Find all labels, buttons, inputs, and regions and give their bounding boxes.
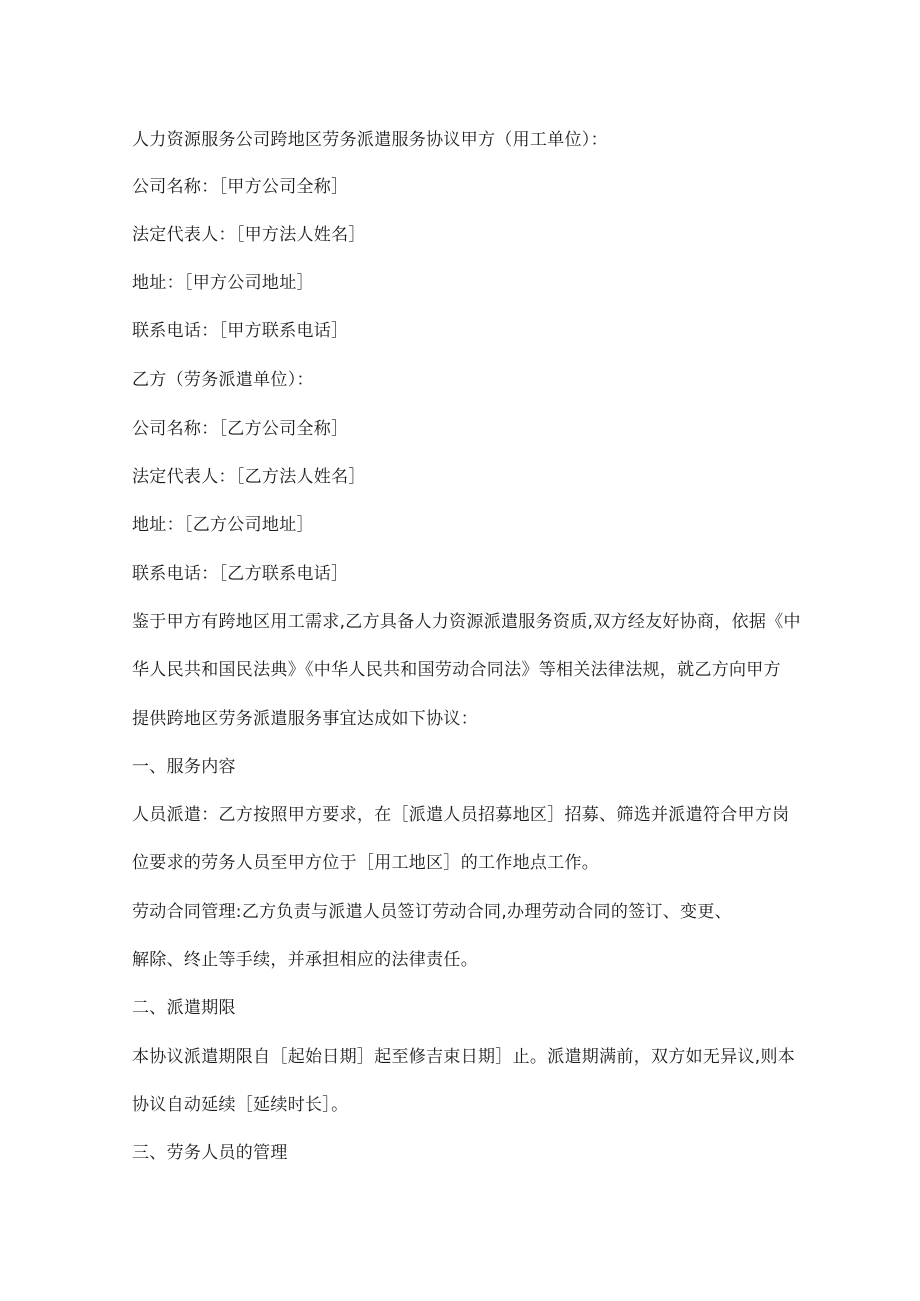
party-b-address: 地址：［乙方公司地址］ <box>132 515 314 535</box>
party-a-phone: 联系电话：［甲方联系电话］ <box>132 321 349 341</box>
party-b-heading: 乙方（劳务派遣单位）： <box>132 370 314 390</box>
section-1-heading: 一、服务内容 <box>132 757 236 777</box>
party-b-legal-representative: 法定代表人：［乙方法人姓名］ <box>132 467 366 487</box>
section-1-dispatch-line-2: 位要求的劳务人员至甲方位于［用工地区］的工作地点工作。 <box>132 853 600 873</box>
section-2-term-line-1: 本协议派遣期限自［起始日期］起至修吉束日期］止。派遣期满前，双方如无异议,则本 <box>132 1047 796 1067</box>
party-a-legal-representative: 法定代表人：［甲方法人姓名］ <box>132 225 366 245</box>
party-b-phone: 联系电话：［乙方联系电话］ <box>132 564 349 584</box>
section-1-dispatch-line-1: 人员派遣：乙方按照甲方要求，在［派遣人员招募地区］招募、筛选并派遣符合甲方岗 <box>132 805 790 825</box>
party-b-company-name: 公司名称：［乙方公司全称］ <box>132 419 349 439</box>
party-a-address: 地址：［甲方公司地址］ <box>132 273 314 293</box>
party-a-company-name: 公司名称：［甲方公司全称］ <box>132 177 349 197</box>
section-3-heading: 三、劳务人员的管理 <box>132 1143 288 1163</box>
section-2-heading: 二、派遣期限 <box>132 998 236 1018</box>
section-1-contract-line-1: 劳动合同管理:乙方负责与派遣人员签订劳动合同,办理劳动合同的签订、变更、 <box>132 902 732 922</box>
preamble-line-1: 鉴于甲方有跨地区用工需求,乙方具备人力资源派遣服务资质,双方经友好协商，依据《中 <box>132 612 801 632</box>
document-title: 人力资源服务公司跨地区劳务派遣服务协议甲方（用工单位）： <box>132 130 608 150</box>
section-1-contract-line-2: 解除、终止等手续，并承担相应的法律责任。 <box>132 950 478 970</box>
preamble-line-2: 华人民共和国民法典》《中华人民共和国劳动合同法》等相关法律法规，就乙方向甲方 <box>132 660 781 680</box>
preamble-line-3: 提供跨地区劳务派遣服务事宜达成如下协议： <box>132 709 478 729</box>
section-2-term-line-2: 协议自动延续［延续时长］。 <box>132 1095 349 1115</box>
